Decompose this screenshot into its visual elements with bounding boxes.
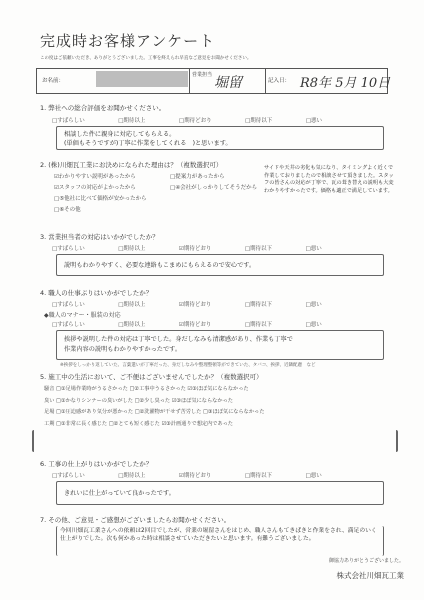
q5-option[interactable]: □①非常に長く感じた <box>56 420 108 427</box>
q2-options-right <box>170 172 257 194</box>
q1-heading: 1. 弊社への総合評価をお聞かせください。 <box>40 104 166 112</box>
thanks-text: 御協力ありがとうございました。 <box>328 558 404 564</box>
q2-option[interactable]: □⑥その他 <box>54 207 81 213</box>
q6-options <box>52 471 322 479</box>
q4-comment-line: 挨拶や説明した件の対応は丁寧でした。身だしなみも清潔感があり、作業も丁寧で <box>64 336 293 343</box>
staff-label: 営業担当 <box>192 72 213 78</box>
customer-name-label: お名前： <box>42 78 65 84</box>
q2-option[interactable]: □⑤他社に比べて価格が安かったから <box>54 196 147 202</box>
q3-option[interactable]: □すばらしい <box>52 246 85 252</box>
q6-option[interactable]: □期待以上 <box>118 473 146 479</box>
q3-option[interactable]: □悪い <box>305 246 322 252</box>
q3-option[interactable]: ☑期待どおり <box>178 246 212 252</box>
q5-category: 臭い <box>44 397 55 404</box>
q3-heading: 3. 営業担当者の対応はいかがでしたか？ <box>40 233 159 241</box>
q2-heading: 2. (株)川畑瓦工業にお決めになられた理由は？（複数選択可） <box>40 161 223 169</box>
q4-sub-option[interactable]: □悪い <box>305 322 322 328</box>
q2-option[interactable]: ☑わかりやすい説明があったから <box>54 174 136 180</box>
q2-comment: サイドや天井の劣化も気になり、タイミングよく近くで作業しておりましたので相談させて頂きました。スタッフの皆さんの対応が丁寧で、瓦の葺き替えの説明も大変わかりやすかったです。価格も適正で満足しています。 <box>264 165 394 194</box>
q1-option[interactable]: □悪い <box>305 118 323 124</box>
q5-option[interactable]: □②工事中うるさかった <box>129 386 186 392</box>
q5-comment-box <box>32 430 398 452</box>
q4-sub-option[interactable]: ☑期待どおり <box>178 322 212 328</box>
q5-options <box>44 384 264 430</box>
q4-sub-option[interactable]: □期待以下 <box>244 322 273 328</box>
q5-option[interactable]: □①足場作業時がうるさかった <box>56 386 128 392</box>
q1-options <box>52 116 322 124</box>
q6-heading: 6. 工事の仕上がりはいかがでしたか？ <box>40 460 153 468</box>
company-name: 株式会社川畑瓦工業 <box>336 571 404 580</box>
q4-note: ※挨拶をしっかり返していた、言葉遣いが丁寧だった、身だしなみや整理整頓等ができていた、タバコ、挨拶、近隣配慮 など <box>60 363 316 368</box>
q4-heading: 4. 職人の仕事ぶりはいかがでしたか？ <box>40 289 153 297</box>
q4-comment-line: 作業内容の説明もわかりやすかったです。 <box>64 346 182 353</box>
q6-option[interactable]: □すばらしい <box>52 473 85 479</box>
q5-category: 工期 <box>44 420 55 427</box>
q4-subheading: ◆職人のマナー・服装の対応 <box>44 312 121 319</box>
q4-sub-option[interactable]: □期待以上 <box>118 322 146 328</box>
redacted-name <box>96 71 188 87</box>
q7-comment: 今回川畑瓦工業さんへの依頼は2回目でしたが、営業の堀留さんをはじめ、職人さんもてきぱきと作業をされ、満足のいく仕上がりでした。次も何かあった時は相談させていただきたいと思います。有難うございました。 <box>60 528 377 542</box>
date-label: 記入日： <box>268 78 291 84</box>
q4-option[interactable]: □すばらしい <box>52 302 85 308</box>
q2-option[interactable]: □提案力があったから <box>170 174 225 180</box>
q4-sub-options <box>52 320 322 328</box>
q1-option[interactable]: □すばらしい <box>52 118 85 124</box>
q5-option[interactable]: □①かなりシンナーの臭いがした <box>56 397 133 404</box>
q2-option[interactable]: ☑スタッフの対応がよかったから <box>54 185 136 191</box>
q1-option[interactable]: □期待以下 <box>245 118 273 124</box>
q3-option[interactable]: □期待以下 <box>244 246 273 252</box>
q5-category: 足場 <box>44 409 55 415</box>
q4-options <box>52 300 322 308</box>
q4-option[interactable]: □期待以下 <box>244 302 273 308</box>
q4-option[interactable]: □期待以上 <box>118 302 146 308</box>
q5-option[interactable]: □②とても短く感じた <box>108 420 160 427</box>
q6-comment: きれいに仕上がっていて良かったです。 <box>64 490 175 497</box>
q5-option[interactable]: □②洗濯物が干せず苦労した <box>134 409 202 415</box>
q2-options-left <box>54 172 147 216</box>
q1-option[interactable]: □期待以上 <box>118 118 146 124</box>
q1-comment-line: 相談した件に親身に対応してもらえる。 <box>64 131 176 138</box>
staff-name: 堀留 <box>214 75 242 91</box>
q3-option[interactable]: □期待以上 <box>118 246 146 252</box>
q5-heading: 5. 施工中の生活において、ご不便はございませんでしたか？（複数選択可） <box>40 373 263 381</box>
date-value: R8年 5月 10日 <box>300 76 391 91</box>
form-title: 完成時お客様アンケート <box>40 32 216 50</box>
q6-option[interactable]: ☑期待どおり <box>178 473 212 479</box>
q6-option[interactable]: □期待以下 <box>244 473 273 479</box>
q4-option[interactable]: ☑期待どおり <box>178 302 212 308</box>
q5-option[interactable]: ☑③計画通りで想定内であった <box>161 420 233 427</box>
q1-option[interactable]: □期待どおり <box>178 118 212 124</box>
q5-option[interactable]: ☑③ほぼ気にならなかった <box>171 397 233 404</box>
q7-heading: 7. その他、ご意見・ご感想がございましたらお聞かせください。 <box>40 516 231 524</box>
q4-sub-option[interactable]: □すばらしい <box>52 322 85 328</box>
q5-option[interactable]: □③ほぼ気にならなかった <box>202 409 265 415</box>
q5-category: 騒音 <box>44 386 55 392</box>
q3-options <box>52 244 322 252</box>
q4-option[interactable]: □悪い <box>305 302 322 308</box>
q1-comment-line: (単価もそうですが)丁寧に作業をしてくれる )と思います。 <box>64 140 232 147</box>
q5-option[interactable]: □①圧迫感があり気分が悪かった <box>56 409 134 415</box>
q5-option[interactable]: ☑③ほぼ気にならなかった <box>187 386 249 392</box>
intro-text: この度はご依頼いただき、ありがとうございました。工事を終えられ早直なご意見をお聞かせください。 <box>40 56 252 61</box>
q3-comment: 説明もわかりやすく、必要な連絡もこまめにもらえるので安心です。 <box>64 262 256 269</box>
q6-option[interactable]: □悪い <box>305 473 322 479</box>
q5-option[interactable]: □②少し臭った <box>134 397 171 404</box>
q2-option[interactable]: □④会社がしっかりしてそうだから <box>170 185 258 191</box>
